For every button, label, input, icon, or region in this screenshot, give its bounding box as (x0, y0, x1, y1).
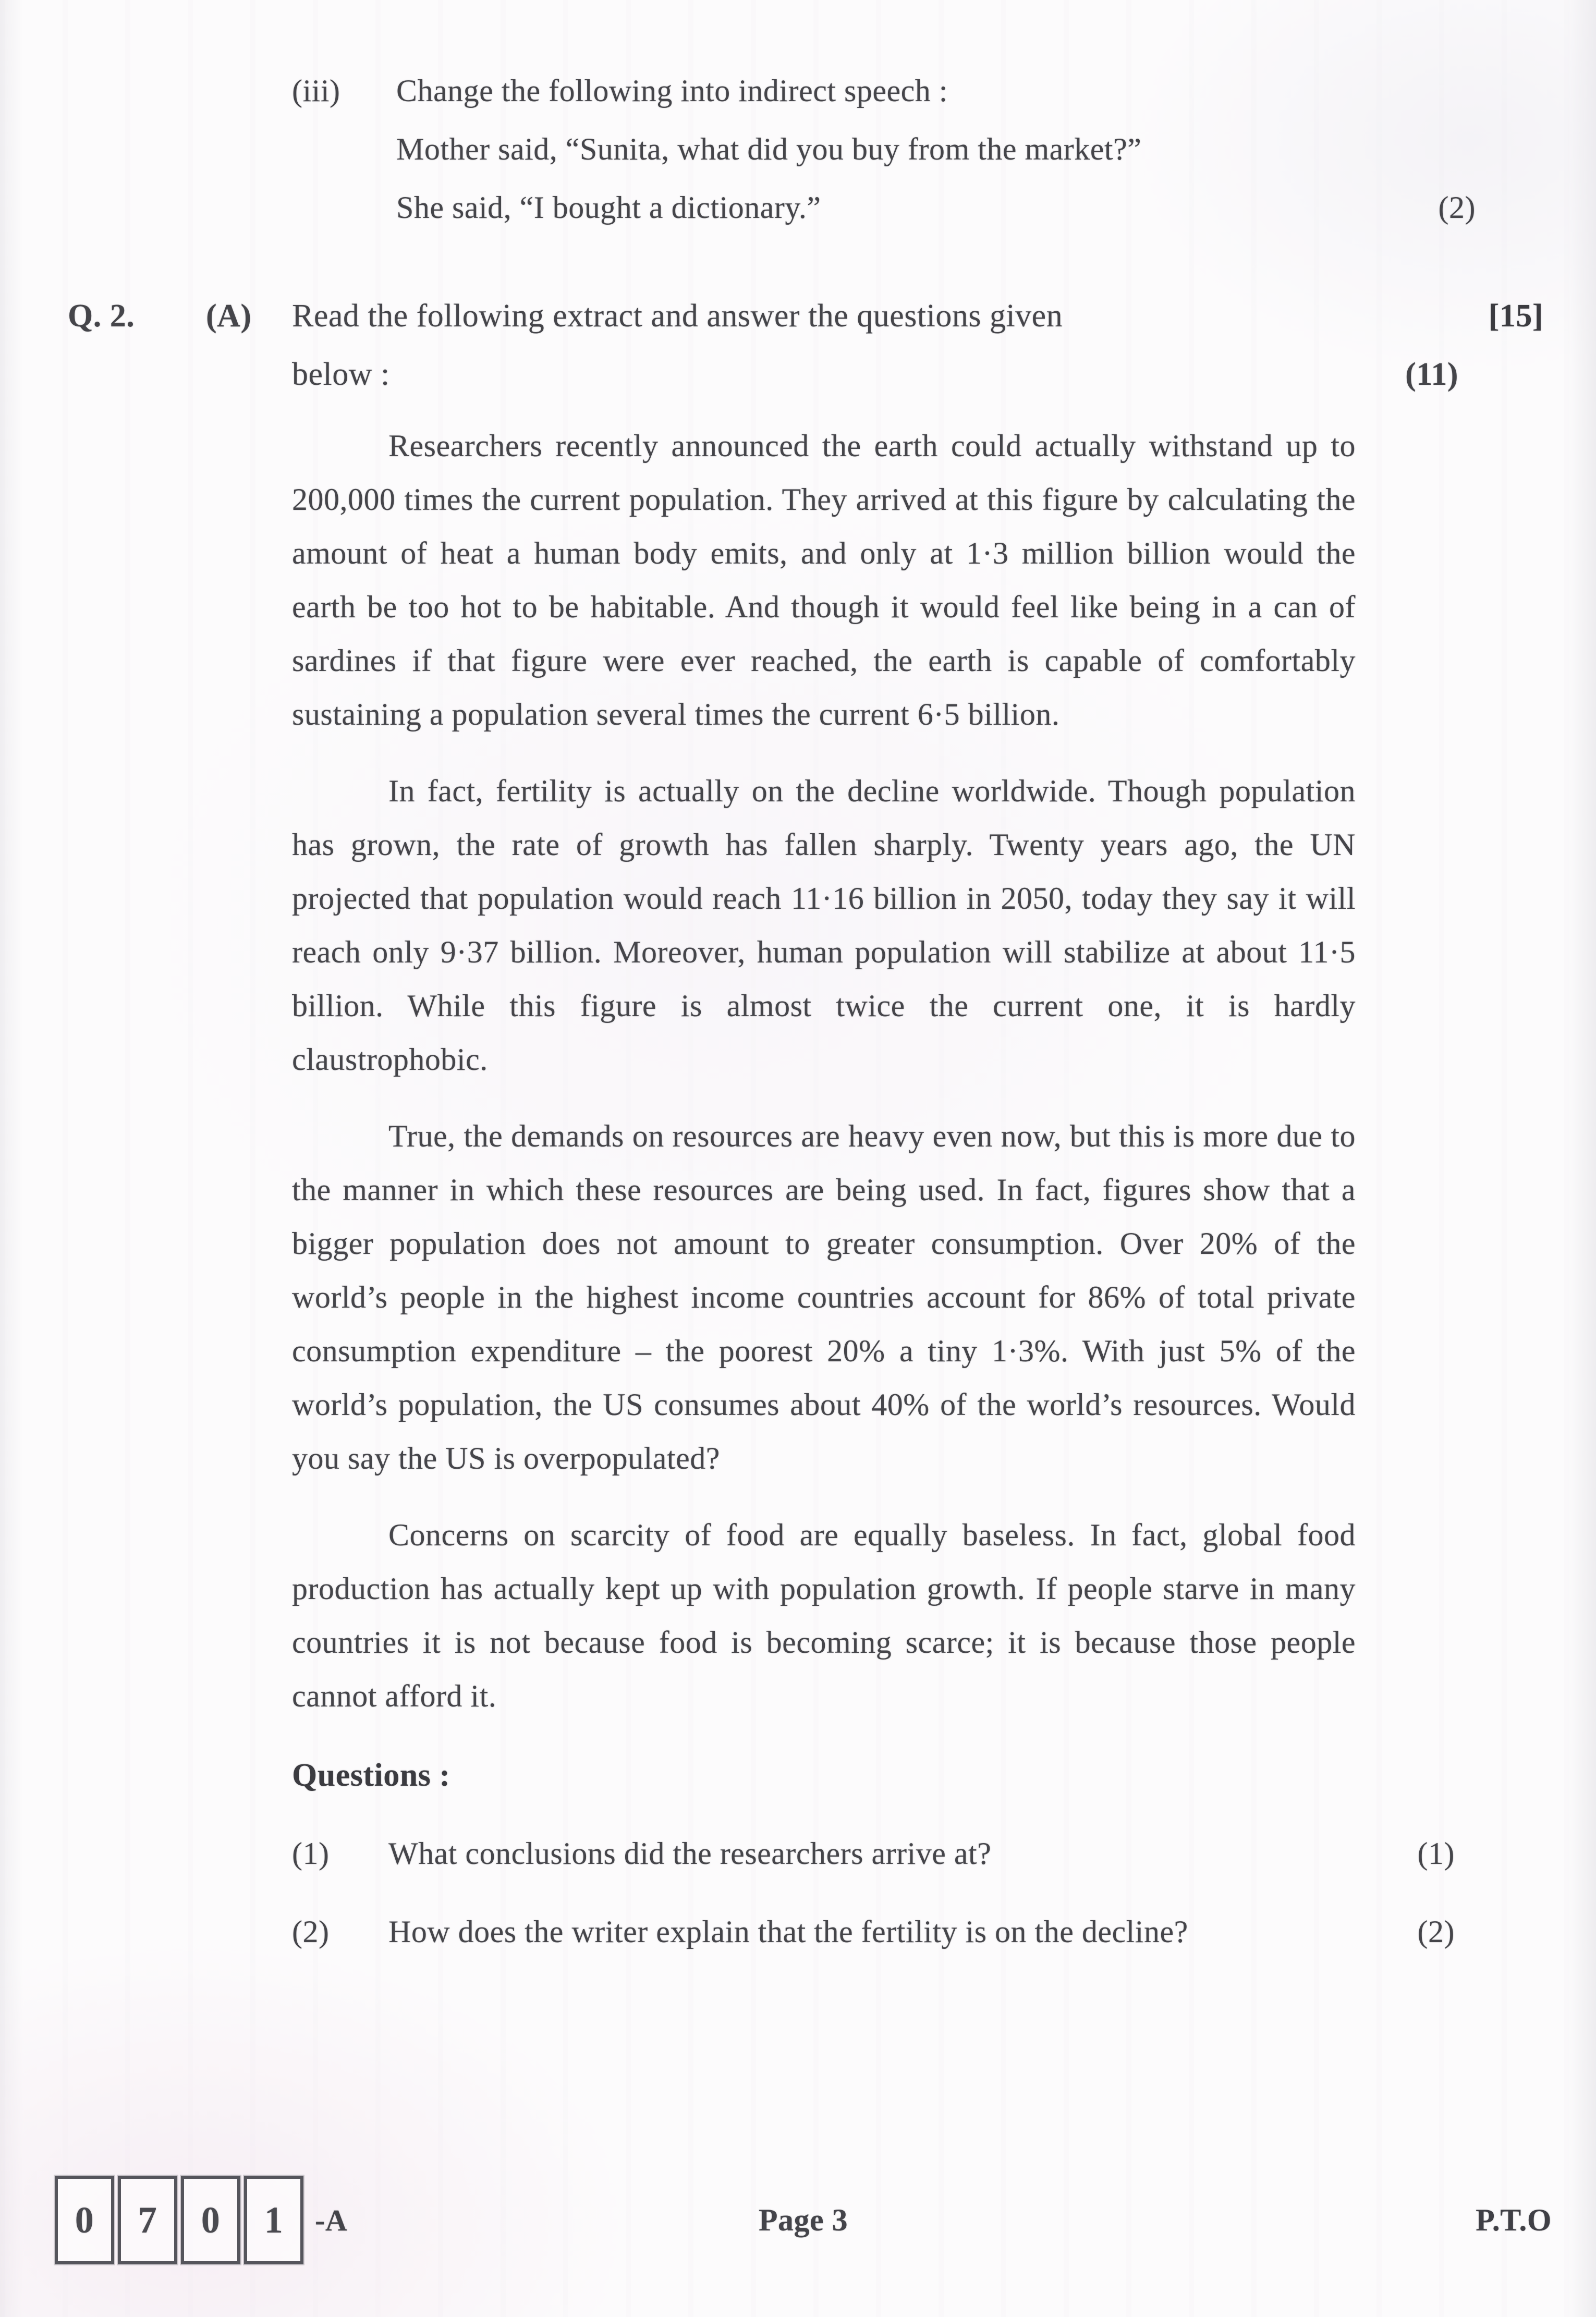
sub-question-iii-prompt: Change the following into indirect speech : (396, 74, 948, 108)
sub-question-iii-content (396, 62, 1476, 237)
sub-question-iii-marks: (2) (1438, 190, 1476, 225)
paper-code (55, 2176, 347, 2264)
question-number: Q. 2. (68, 298, 135, 334)
paper-code-boxes (55, 2176, 303, 2264)
question-item-1-marks: (1) (1417, 1836, 1455, 1871)
question-item-1-text: What conclusions did the researchers arrive at? (388, 1836, 992, 1871)
sub-question-iii-last-row (396, 178, 1476, 237)
sub-question-iii-sentence-1: Mother said, “Sunita, what did you buy from the market?” (396, 132, 1142, 166)
reading-extract (0, 419, 1356, 1723)
question-part-label: (A) (206, 298, 252, 334)
page-number-label: Page 3 (758, 2202, 848, 2237)
questions-section (0, 1748, 1596, 1959)
question-2-header-row-2 (0, 345, 1596, 404)
question-2-header-row-1 (0, 287, 1596, 345)
extract-paragraph-2: In fact, fertility is actually on the decline worldwide. Though population has grown, the rate of growth has fallen sharply. Twenty years ago, the UN projected that population would reach 11·16 billion in 2050, today they say it will reach only 9·37 billion. Moreover, human population will stabilize at about 11·5 billion. While this figure is almost twice the current one, it is hardly claustrophobic. (292, 774, 1356, 1077)
paper-code-digit-1: 0 (55, 2176, 114, 2264)
question-item-2-text: How does the writer explain that the fertility is on the decline? (388, 1914, 1188, 1949)
question-item-2-number: (2) (292, 1914, 330, 1949)
question-2-header (0, 287, 1596, 404)
question-part-marks: (11) (1405, 357, 1458, 392)
paper-code-suffix: -A (315, 2203, 348, 2237)
paper-code-digit-4: 1 (244, 2176, 303, 2264)
questions-heading: Questions : (292, 1758, 450, 1793)
please-turn-over-label: P.T.O (1476, 2202, 1552, 2237)
question-total-marks: [15] (1488, 298, 1543, 334)
paper-code-digit-2: 7 (118, 2176, 177, 2264)
extract-paragraph-1: Researchers recently announced the earth could actually withstand up to 200,000 times the current population. They arrived at this figure by calculating the amount of heat a human body emits, and only at 1·3 million billion would the earth be too hot to be habitable. And though it would feel like being in a can of sardines if that figure were ever reached, the earth is capable of comfortably sustaining a population several times the current 6·5 billion. (292, 429, 1356, 731)
question-instruction-continued: below : (292, 357, 390, 392)
sub-question-iii (0, 0, 1596, 237)
question-item-2-marks: (2) (1417, 1914, 1455, 1949)
question-instruction: Read the following extract and answer the questions given (292, 298, 1063, 334)
sub-question-iii-label: (iii) (292, 74, 340, 108)
question-item-2 (0, 1905, 1596, 1959)
page-footer (55, 2168, 1552, 2272)
question-item-1 (0, 1826, 1596, 1881)
question-item-1-number: (1) (292, 1836, 330, 1871)
extract-paragraph-4: Concerns on scarcity of food are equally baseless. In fact, global food production has actually kept up with population growth. If people starve in many countries it is not because food is becoming scarce; it is because those people cannot afford it. (292, 1518, 1356, 1713)
sub-question-iii-sentence-2: She said, “I bought a dictionary.” (396, 190, 821, 225)
paper-code-digit-3: 0 (181, 2176, 240, 2264)
extract-paragraph-3: True, the demands on resources are heavy even now, but this is more due to the manner in which these resources are being used. In fact, figures show that a bigger population does not amount to greater consumption. Over 20% of the world’s people in the highest income countries account for 86% of total private consumption expenditure – the poorest 20% a tiny 1·3%. With just 5% of the world’s population, the US consumes about 40% of the world’s resources. Would you say the US is overpopulated? (292, 1119, 1356, 1475)
